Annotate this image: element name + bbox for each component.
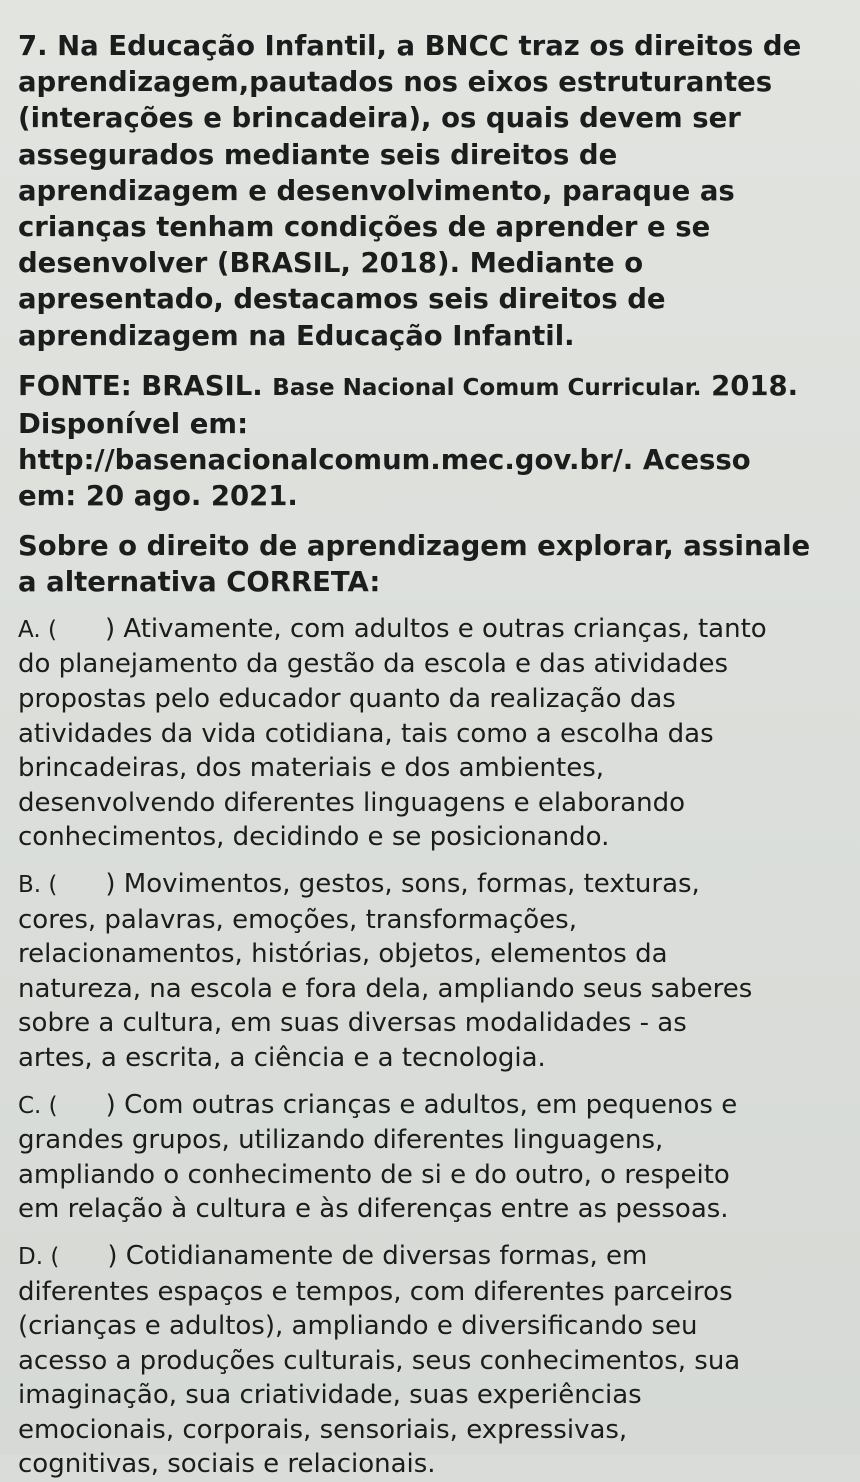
option-label: D. ( [18,1243,60,1270]
source-url: http://basenacionalcomum.mec.gov.br/. Acesso [18,443,751,476]
option-text: Cotidianamente de diversas formas, em [125,1240,648,1271]
option-line [18,1239,840,1275]
source-prefix: FONTE: BRASIL. [18,369,273,402]
option-line: ampliando o conhecimento de si e do outro, o respeito [18,1159,730,1190]
option-line: brincadeiras, dos materiais e dos ambientes, [18,753,605,784]
option-paren-close: ) [104,613,116,644]
question-text [18,28,840,354]
option-line: diferentes espaços e tempos, com diferentes parceiros [18,1276,733,1307]
option-line: propostas pelo educador quanto da realização das [18,684,676,715]
option-line: conhecimentos, decidindo e se posicionando. [18,822,610,853]
question-line: assegurados mediante seis direitos de [18,138,618,171]
option-line: emocionais, corporais, sensoriais, expressivas, [18,1414,628,1445]
question-line: 7. Na Educação Infantil, a BNCC traz os direitos de [18,30,802,62]
option-line: acesso a produções culturais, seus conhecimentos, sua [18,1345,741,1376]
source-year: 2018. [701,369,799,402]
option-label: B. ( [18,871,58,898]
question-prompt [18,528,840,600]
question-line: (interações e brincadeira), os quais devem ser [18,102,741,135]
option-text: Ativamente, com adultos e outras crianças, tanto [123,613,767,644]
question-line: aprendizagem na Educação Infantil. [18,319,575,352]
source-citation [18,368,840,514]
question-line: desenvolver (BRASIL, 2018). Mediante o [18,247,644,280]
option-text: Com outras crianças e adultos, em pequenos e [124,1089,738,1120]
option-line: do planejamento da gestão da escola e das atividades [18,649,728,680]
option-line: grandes grupos, utilizando diferentes linguagens, [18,1125,664,1156]
option-line: natureza, na escola e fora dela, ampliando seus saberes [18,973,753,1004]
option-line [18,1088,840,1124]
source-access-date: em: 20 ago. 2021. [18,479,298,512]
source-line: Disponível em: [18,407,249,440]
question-line: aprendizagem e desenvolvimento, paraque as [18,174,735,207]
question-line: apresentado, destacamos seis direitos de [18,283,666,316]
source-title: Base Nacional Comum Curricular. [272,374,702,401]
option-paren-close: ) [105,868,116,899]
option-line: atividades da vida cotidiana, tais como a escolha das [18,718,714,749]
option-line: artes, a escrita, a ciência e a tecnologia. [18,1042,546,1073]
option-d[interactable] [18,1239,840,1482]
option-line [18,867,840,903]
option-paren-close: ) [105,1089,116,1120]
option-line: relacionamentos, histórias, objetos, elementos da [18,939,668,970]
question-line: crianças tenham condições de aprender e se [18,211,711,244]
option-line: sobre a cultura, em suas diversas modalidades - as [18,1008,687,1039]
option-line: (crianças e adultos), ampliando e diversificando seu [18,1311,698,1342]
option-line: cognitivas, sociais e relacionais. [18,1449,436,1480]
source-line [18,368,840,406]
option-line: em relação à cultura e às diferenças entre as pessoas. [18,1194,729,1225]
prompt-line: a alternativa CORRETA: [18,565,381,598]
option-a[interactable] [18,612,840,855]
option-label: C. ( [18,1092,58,1119]
option-line: imaginação, sua criatividade, suas experiências [18,1380,642,1411]
option-text: Movimentos, gestos, sons, formas, texturas, [123,868,700,899]
option-line [18,612,840,648]
option-line: cores, palavras, emoções, transformações, [18,904,577,935]
option-b[interactable] [18,867,840,1076]
option-c[interactable] [18,1088,840,1227]
question-line: aprendizagem,pautados nos eixos estruturantes [18,66,773,99]
option-paren-close: ) [107,1240,118,1271]
option-line: desenvolvendo diferentes linguagens e elaborando [18,787,686,818]
option-label: A. ( [18,616,57,643]
prompt-line: Sobre o direito de aprendizagem explorar, assinale [18,529,811,562]
